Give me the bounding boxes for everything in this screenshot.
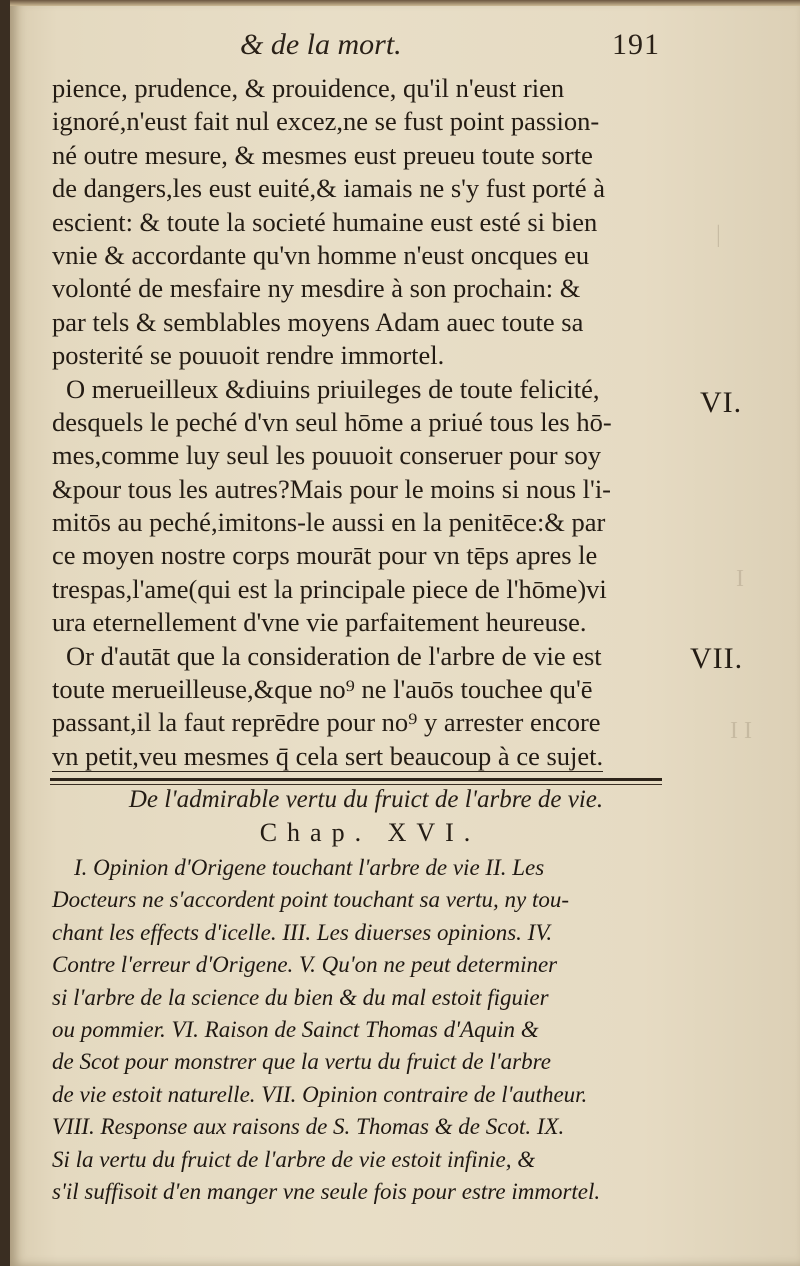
text-line: vnie & accordante qu'vn homme n'eust oncques eu: [52, 239, 590, 270]
text-line: mes,comme luy seul les pouuoit conseruer pour soy: [52, 440, 602, 471]
text-line: par tels & semblables moyens Adam auec toute sa: [52, 306, 584, 337]
chapter-rule: [50, 778, 662, 781]
summary-line: s'il suffisoit d'en manger vne seule fois pour estre immortel.: [52, 1178, 601, 1204]
text-line: escient: & toute la societé humaine eust esté si bien: [52, 206, 598, 237]
chapter-summary: [52, 852, 664, 1208]
margin-note-vi: VI.: [700, 386, 743, 419]
summary-line: VIII. Response aux raisons de S. Thomas & de Scot. IX.: [52, 1114, 565, 1140]
summary-line: si l'arbre de la science du bien & du mal estoit figuier: [52, 984, 549, 1010]
page-number: 191: [612, 28, 660, 61]
bleed-through-mark: |: [716, 222, 721, 248]
text-line: ura eternellement d'vne vie parfaitement heureuse.: [52, 607, 587, 638]
summary-line: Contre l'erreur d'Origene. V. Qu'on ne peut determiner: [52, 952, 558, 978]
bleed-through-mark: I I: [730, 718, 752, 744]
text-line: né outre mesure, & mesmes eust preueu toute sorte: [52, 139, 593, 170]
summary-line: Si la vertu du fruict de l'arbre de vie estoit infinie, &: [52, 1146, 536, 1172]
text-line: mitōs au peché,imitons-le aussi en la penitēce:& par: [52, 507, 606, 538]
chapter-rule-thin: [50, 784, 662, 785]
text-line: pience, prudence, & prouidence, qu'il n'eust rien: [52, 73, 565, 103]
text-line: volonté de mesfaire ny mesdire à son prochain: &: [52, 273, 581, 304]
text-line: de dangers,les eust euité,& iamais ne s'y fust porté à: [52, 173, 606, 204]
body-text: [52, 72, 664, 773]
paragraph-start-line: Or d'autāt que la consideration de l'arbre de vie est: [66, 640, 602, 671]
page-top-edge: [10, 0, 800, 6]
summary-line: I. Opinion d'Origene touchant l'arbre de vie II. Les: [74, 855, 545, 880]
summary-line: chant les effects d'icelle. III. Les diuerses opinions. IV.: [52, 919, 553, 945]
text-line: ce moyen nostre corps mourāt pour vn tēps apres le: [52, 540, 598, 571]
text-line: ignoré,n'eust fait nul excez,ne se fust point passion-: [52, 106, 600, 137]
summary-line: ou pommier. VI. Raison de Sainct Thomas d'Aquin &: [52, 1016, 539, 1042]
chapter-heading: De l'admirable vertu du fruict de l'arbre de vie.: [128, 786, 604, 813]
paragraph-start-line: O merueilleux &diuins priuileges de toute felicité,: [66, 373, 600, 404]
summary-line: Docteurs ne s'accordent point touchant sa vertu, ny tou-: [52, 887, 569, 913]
text-line: posterité se pouuoit rendre immortel.: [52, 340, 445, 371]
text-line: toute merueilleuse,&que no⁹ ne l'auōs touchee qu'ē: [52, 674, 593, 705]
text-line: passant,il la faut reprēdre pour no⁹ y arrester encore: [52, 707, 601, 738]
text-line: &pour tous les autres?Mais pour le moins si nous l'i-: [52, 473, 612, 504]
running-head-title: & de la mort.: [240, 28, 402, 61]
margin-note-vii: VII.: [690, 642, 744, 675]
chapter-number: Chap. XVI.: [259, 818, 481, 847]
running-head: [240, 28, 660, 72]
summary-line: de vie estoit naturelle. VII. Opinion contraire de l'autheur.: [52, 1081, 588, 1107]
text-line: desquels le peché d'vn seul hōme a priué tous les hō-: [52, 406, 612, 437]
text-line: trespas,l'ame(qui est la principale piece de l'hōme)vi: [52, 573, 607, 604]
book-page: [10, 0, 800, 1266]
bleed-through-mark: I: [736, 566, 744, 592]
text-line-last: [52, 740, 664, 773]
summary-line: de Scot pour monstrer que la vertu du fruict de l'arbre: [52, 1049, 551, 1075]
underlined-text: vn petit,veu mesmes q̄ cela sert beaucoup à ce sujet.: [52, 740, 604, 771]
